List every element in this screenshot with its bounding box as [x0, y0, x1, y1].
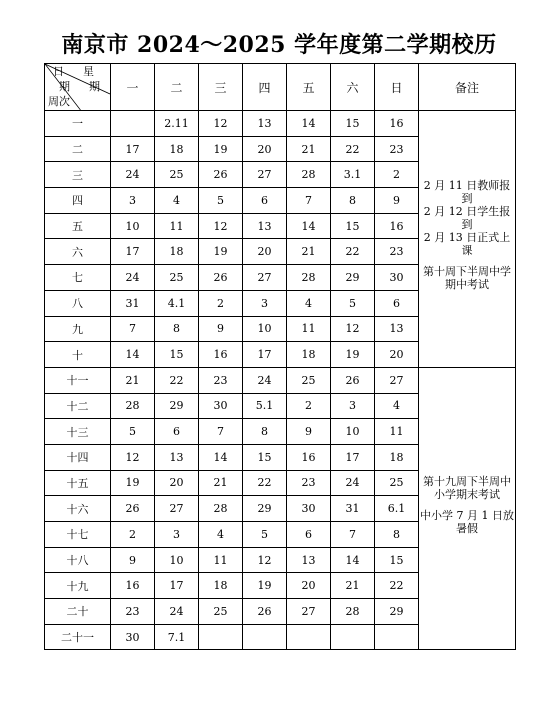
week-label-cell: 二十一	[45, 624, 111, 650]
date-cell-wed: 7	[199, 419, 243, 445]
week-label-cell: 九	[45, 316, 111, 342]
date-cell-mon: 7	[111, 316, 155, 342]
date-cell-wed: 19	[199, 136, 243, 162]
date-cell-wed: 11	[199, 547, 243, 573]
note-text: 2 月 11 日教师报到 2 月 12 日学生报到 2 月 13 日正式上课	[423, 178, 511, 257]
date-cell-tue: 6	[155, 419, 199, 445]
date-cell-tue: 4.1	[155, 290, 199, 316]
date-cell-tue: 2.11	[155, 111, 199, 137]
date-cell-thu: 17	[243, 342, 287, 368]
date-cell-sun: 23	[375, 136, 419, 162]
date-cell-sat: 3	[331, 393, 375, 419]
date-cell-sun	[375, 624, 419, 650]
date-cell-wed: 26	[199, 162, 243, 188]
date-cell-wed: 5	[199, 188, 243, 214]
page-title: 南京市 2024～2025 学年度第二学期校历	[61, 32, 497, 58]
date-cell-thu: 15	[243, 444, 287, 470]
date-cell-mon: 16	[111, 573, 155, 599]
date-cell-sun: 16	[375, 111, 419, 137]
date-cell-sat: 3.1	[331, 162, 375, 188]
date-cell-sat: 31	[331, 496, 375, 522]
date-cell-sat: 5	[331, 290, 375, 316]
date-cell-tue: 13	[155, 444, 199, 470]
date-cell-tue: 27	[155, 496, 199, 522]
date-cell-mon: 28	[111, 393, 155, 419]
date-cell-mon: 17	[111, 136, 155, 162]
day-header-fri: 五	[287, 64, 331, 111]
date-cell-sun: 4	[375, 393, 419, 419]
date-cell-thu: 22	[243, 470, 287, 496]
date-cell-wed: 14	[199, 444, 243, 470]
date-cell-mon: 23	[111, 599, 155, 625]
date-cell-sun: 13	[375, 316, 419, 342]
date-cell-sun: 6.1	[375, 496, 419, 522]
notes-cell-second-half	[419, 367, 516, 650]
date-cell-sun: 2	[375, 162, 419, 188]
date-cell-fri: 18	[287, 342, 331, 368]
week-label-cell: 八	[45, 290, 111, 316]
date-cell-fri: 4	[287, 290, 331, 316]
date-cell-sat: 22	[331, 136, 375, 162]
day-header-sun: 日	[375, 64, 419, 111]
date-cell-wed: 12	[199, 213, 243, 239]
date-cell-sun: 9	[375, 188, 419, 214]
week-label-cell: 十六	[45, 496, 111, 522]
date-cell-tue: 18	[155, 239, 199, 265]
date-cell-fri: 28	[287, 265, 331, 291]
day-header-thu: 四	[243, 64, 287, 111]
date-cell-mon: 30	[111, 624, 155, 650]
week-label-cell: 七	[45, 265, 111, 291]
note-text: 第十九周下半周中 小学期末考试	[423, 474, 511, 501]
date-cell-sun: 30	[375, 265, 419, 291]
date-cell-thu: 13	[243, 213, 287, 239]
date-cell-tue: 25	[155, 265, 199, 291]
date-cell-wed: 26	[199, 265, 243, 291]
week-label-cell: 十	[45, 342, 111, 368]
date-cell-sat: 24	[331, 470, 375, 496]
date-cell-thu: 3	[243, 290, 287, 316]
date-cell-sat: 12	[331, 316, 375, 342]
date-cell-fri: 20	[287, 573, 331, 599]
date-cell-fri: 30	[287, 496, 331, 522]
date-cell-fri: 21	[287, 239, 331, 265]
date-cell-sat: 19	[331, 342, 375, 368]
week-label-cell: 六	[45, 239, 111, 265]
date-cell-sun: 15	[375, 547, 419, 573]
date-cell-tue: 17	[155, 573, 199, 599]
date-cell-thu: 6	[243, 188, 287, 214]
week-label-cell: 四	[45, 188, 111, 214]
date-cell-tue: 10	[155, 547, 199, 573]
notes-cell-first-half	[419, 111, 516, 368]
date-cell-wed: 21	[199, 470, 243, 496]
week-label-cell: 十七	[45, 522, 111, 548]
corner-label-week: 周次	[48, 95, 70, 108]
date-cell-mon: 17	[111, 239, 155, 265]
date-cell-sat: 8	[331, 188, 375, 214]
week-label-cell: 二十	[45, 599, 111, 625]
date-cell-thu: 5.1	[243, 393, 287, 419]
date-cell-mon: 31	[111, 290, 155, 316]
date-cell-mon: 19	[111, 470, 155, 496]
date-cell-sat: 14	[331, 547, 375, 573]
date-cell-tue: 29	[155, 393, 199, 419]
week-label-cell: 一	[45, 111, 111, 137]
corner-label-xing: 星	[83, 65, 94, 78]
date-cell-fri: 13	[287, 547, 331, 573]
date-cell-tue: 24	[155, 599, 199, 625]
calendar-body	[45, 111, 516, 650]
date-cell-sun: 29	[375, 599, 419, 625]
date-cell-tue: 8	[155, 316, 199, 342]
date-cell-sun: 27	[375, 367, 419, 393]
date-cell-sat	[331, 624, 375, 650]
header-row	[45, 64, 516, 111]
week-label-cell: 十一	[45, 367, 111, 393]
date-cell-sat: 21	[331, 573, 375, 599]
date-cell-wed: 19	[199, 239, 243, 265]
date-cell-sun: 23	[375, 239, 419, 265]
date-cell-sun: 6	[375, 290, 419, 316]
table-row	[45, 367, 516, 393]
table-row	[45, 111, 516, 137]
date-cell-fri: 21	[287, 136, 331, 162]
date-cell-tue: 3	[155, 522, 199, 548]
date-cell-sun: 16	[375, 213, 419, 239]
date-cell-sun: 11	[375, 419, 419, 445]
day-header-tue: 二	[155, 64, 199, 111]
date-cell-fri: 25	[287, 367, 331, 393]
date-cell-sat: 10	[331, 419, 375, 445]
date-cell-tue: 7.1	[155, 624, 199, 650]
corner-header-cell	[45, 64, 111, 111]
date-cell-tue: 20	[155, 470, 199, 496]
date-cell-mon	[111, 111, 155, 137]
note-text: 中小学 7 月 1 日放 暑假	[420, 508, 514, 535]
week-label-cell: 十九	[45, 573, 111, 599]
date-cell-thu: 13	[243, 111, 287, 137]
date-cell-tue: 25	[155, 162, 199, 188]
date-cell-wed: 12	[199, 111, 243, 137]
date-cell-fri: 6	[287, 522, 331, 548]
week-label-cell: 二	[45, 136, 111, 162]
week-label-cell: 十三	[45, 419, 111, 445]
date-cell-thu: 24	[243, 367, 287, 393]
date-cell-fri: 16	[287, 444, 331, 470]
date-cell-sat: 28	[331, 599, 375, 625]
date-cell-wed: 25	[199, 599, 243, 625]
date-cell-wed: 30	[199, 393, 243, 419]
date-cell-tue: 18	[155, 136, 199, 162]
date-cell-tue: 4	[155, 188, 199, 214]
date-cell-thu: 20	[243, 136, 287, 162]
date-cell-tue: 22	[155, 367, 199, 393]
week-label-cell: 十二	[45, 393, 111, 419]
date-cell-thu: 8	[243, 419, 287, 445]
note-text: 第十周下半周中学 期中考试	[423, 264, 511, 291]
date-cell-sat: 7	[331, 522, 375, 548]
date-cell-mon: 3	[111, 188, 155, 214]
date-cell-mon: 12	[111, 444, 155, 470]
date-cell-tue: 15	[155, 342, 199, 368]
week-label-cell: 三	[45, 162, 111, 188]
date-cell-mon: 26	[111, 496, 155, 522]
date-cell-thu: 10	[243, 316, 287, 342]
date-cell-sun: 8	[375, 522, 419, 548]
date-cell-sun: 22	[375, 573, 419, 599]
date-cell-fri: 14	[287, 213, 331, 239]
date-cell-sun: 18	[375, 444, 419, 470]
date-cell-fri: 28	[287, 162, 331, 188]
date-cell-sun: 25	[375, 470, 419, 496]
date-cell-thu: 19	[243, 573, 287, 599]
date-cell-mon: 21	[111, 367, 155, 393]
date-cell-mon: 2	[111, 522, 155, 548]
date-cell-mon: 9	[111, 547, 155, 573]
date-cell-thu: 27	[243, 162, 287, 188]
date-cell-tue: 11	[155, 213, 199, 239]
date-cell-fri	[287, 624, 331, 650]
date-cell-sat: 15	[331, 213, 375, 239]
date-cell-mon: 10	[111, 213, 155, 239]
date-cell-fri: 9	[287, 419, 331, 445]
date-cell-wed: 18	[199, 573, 243, 599]
date-cell-mon: 14	[111, 342, 155, 368]
day-header-sat: 六	[331, 64, 375, 111]
date-cell-thu: 12	[243, 547, 287, 573]
date-cell-mon: 5	[111, 419, 155, 445]
date-cell-fri: 11	[287, 316, 331, 342]
date-cell-wed: 28	[199, 496, 243, 522]
date-cell-fri: 23	[287, 470, 331, 496]
corner-label-qi-2: 期	[89, 80, 100, 93]
week-label-cell: 十四	[45, 444, 111, 470]
date-cell-wed: 16	[199, 342, 243, 368]
date-cell-wed: 9	[199, 316, 243, 342]
week-label-cell: 十八	[45, 547, 111, 573]
date-cell-thu	[243, 624, 287, 650]
date-cell-mon: 24	[111, 162, 155, 188]
date-cell-wed	[199, 624, 243, 650]
date-cell-fri: 7	[287, 188, 331, 214]
date-cell-wed: 23	[199, 367, 243, 393]
date-cell-sun: 20	[375, 342, 419, 368]
date-cell-sat: 26	[331, 367, 375, 393]
date-cell-mon: 24	[111, 265, 155, 291]
date-cell-fri: 27	[287, 599, 331, 625]
week-label-cell: 十五	[45, 470, 111, 496]
date-cell-sat: 17	[331, 444, 375, 470]
date-cell-thu: 26	[243, 599, 287, 625]
day-header-mon: 一	[111, 64, 155, 111]
date-cell-sat: 22	[331, 239, 375, 265]
corner-label-ri: 日	[53, 65, 64, 78]
date-cell-sat: 29	[331, 265, 375, 291]
date-cell-wed: 2	[199, 290, 243, 316]
school-calendar-table	[44, 63, 516, 650]
date-cell-thu: 20	[243, 239, 287, 265]
date-cell-thu: 29	[243, 496, 287, 522]
date-cell-thu: 5	[243, 522, 287, 548]
notes-header: 备注	[419, 64, 516, 111]
date-cell-fri: 2	[287, 393, 331, 419]
date-cell-sat: 15	[331, 111, 375, 137]
week-label-cell: 五	[45, 213, 111, 239]
date-cell-wed: 4	[199, 522, 243, 548]
day-header-wed: 三	[199, 64, 243, 111]
date-cell-fri: 14	[287, 111, 331, 137]
corner-label-qi-1: 期	[59, 80, 70, 93]
date-cell-thu: 27	[243, 265, 287, 291]
